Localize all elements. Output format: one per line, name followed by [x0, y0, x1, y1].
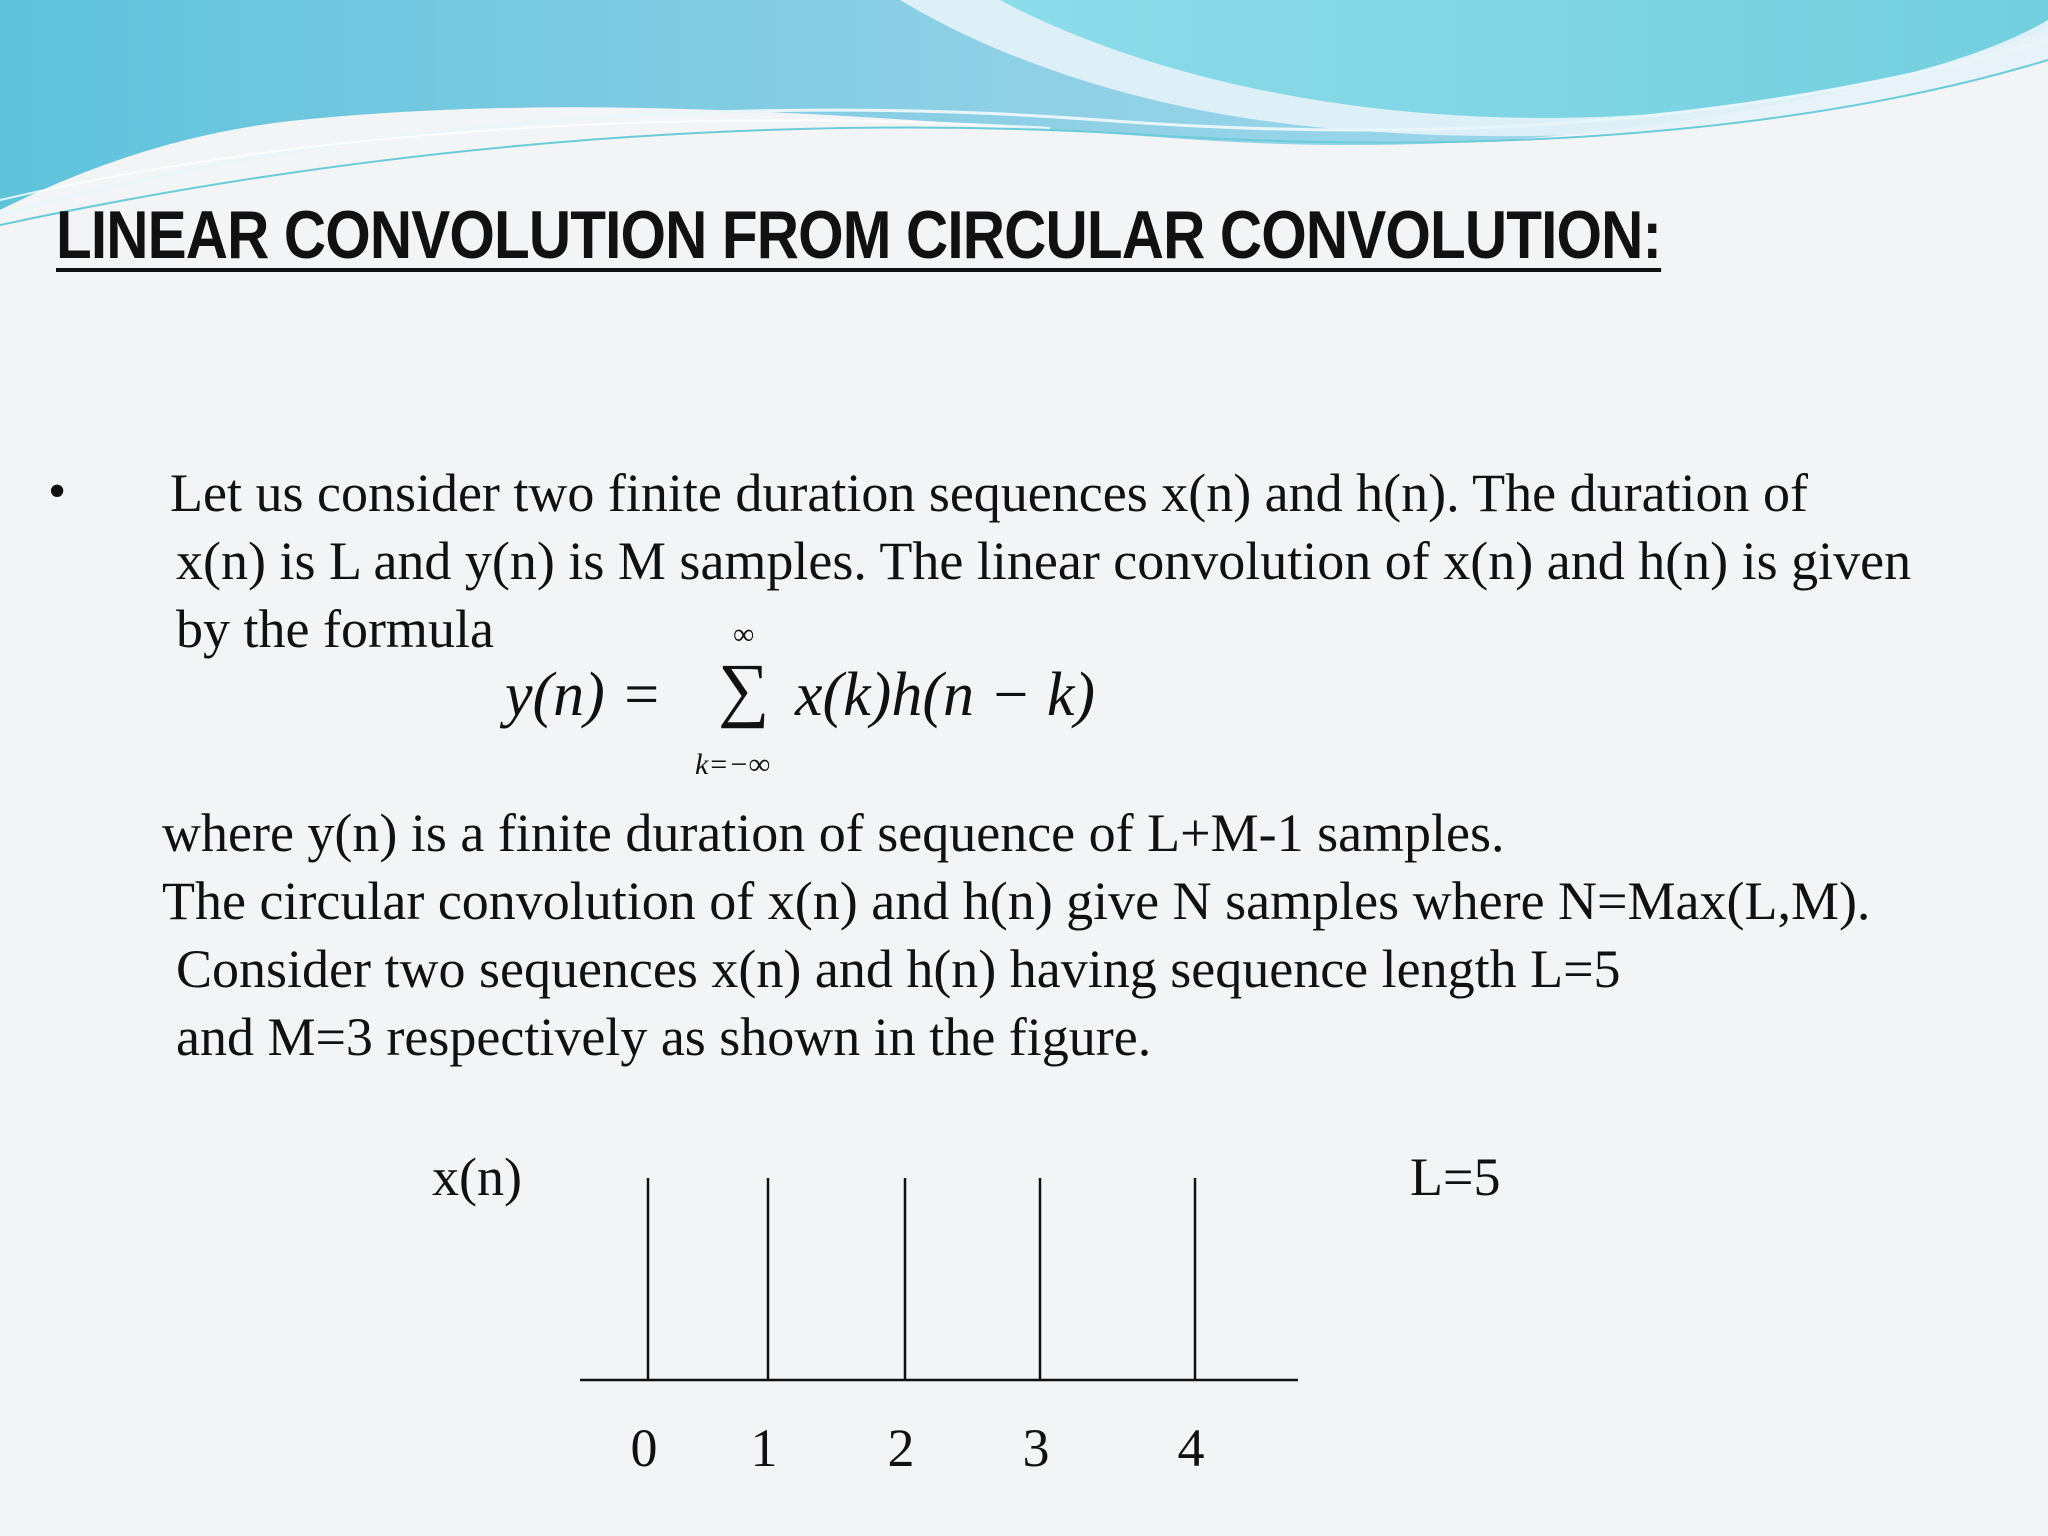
slide-title: LINEAR CONVOLUTION FROM CIRCULAR CONVOLUTION:: [56, 197, 1662, 273]
formula-lower-limit: k=−∞: [695, 748, 771, 781]
formula-upper-limit: ∞: [733, 618, 755, 651]
figure-ylabel: x(n): [432, 1147, 522, 1207]
tick-label-2: 2: [887, 1418, 915, 1478]
formula-rhs: x(k)h(n − k): [795, 661, 1095, 729]
formula-sum-symbol: ∑: [718, 649, 770, 729]
paragraph2-line1: where y(n) is a finite duration of sequence of L+M-1 samples.: [162, 803, 1505, 863]
tick-label-3: 3: [1022, 1418, 1050, 1478]
figure-annotation: L=5: [1410, 1147, 1501, 1207]
paragraph2-line3: Consider two sequences x(n) and h(n) having sequence length L=5: [176, 939, 1621, 999]
paragraph1-line1: Let us consider two finite duration sequences x(n) and h(n). The duration of: [170, 463, 1809, 523]
paragraph2-line4: and M=3 respectively as shown in the figure.: [176, 1007, 1152, 1067]
paragraph1-line2: x(n) is L and y(n) is M samples. The linear convolution of x(n) and h(n) is given: [176, 531, 1912, 591]
tick-label-4: 4: [1177, 1418, 1205, 1478]
paragraph1-line3: by the formula: [176, 599, 494, 659]
bullet-marker: •: [48, 463, 67, 520]
tick-label-1: 1: [750, 1418, 778, 1478]
tick-label-0: 0: [630, 1418, 658, 1478]
paragraph2-line2: The circular convolution of x(n) and h(n) give N samples where N=Max(L,M).: [162, 871, 1871, 931]
formula-lhs: y(n) =: [505, 661, 663, 729]
